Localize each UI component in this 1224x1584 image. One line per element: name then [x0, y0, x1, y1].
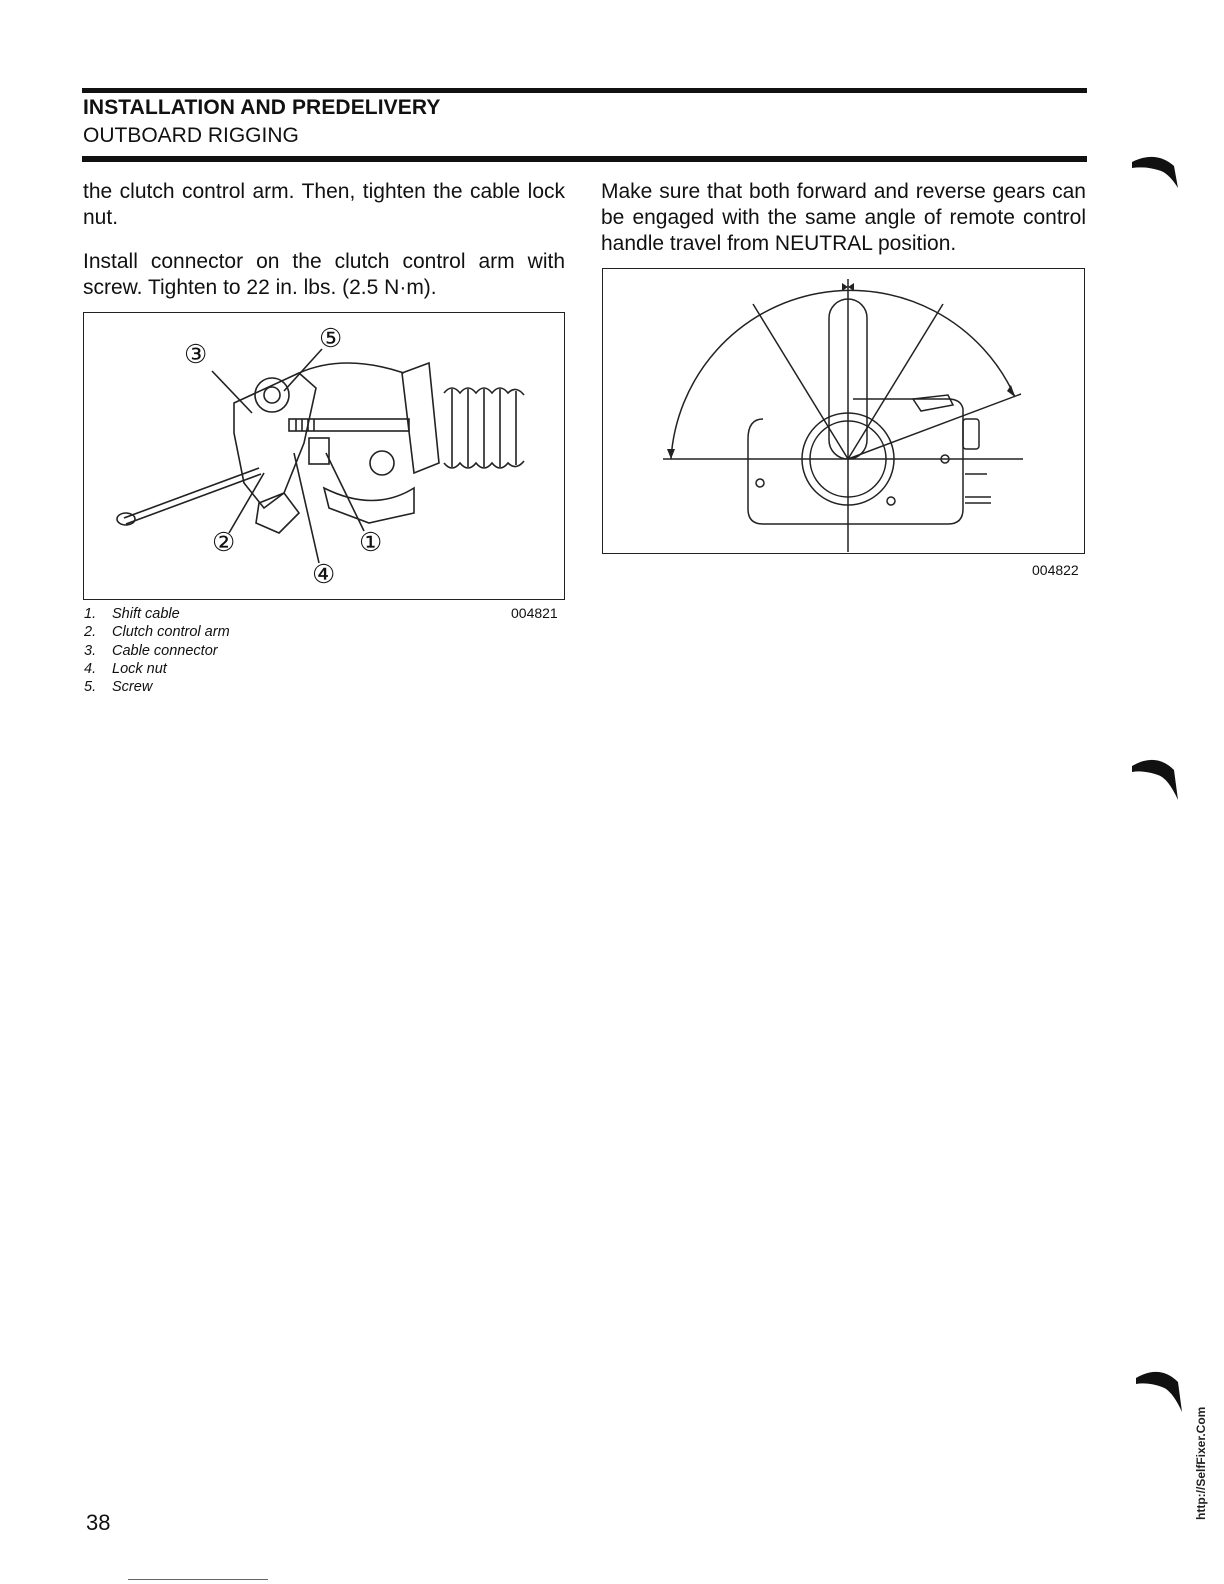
- legend-item: 1. Shift cable: [84, 606, 180, 622]
- section-title: INSTALLATION AND PREDELIVERY: [83, 96, 441, 119]
- legend-item: 3. Cable connector: [84, 642, 218, 659]
- figure-shift-cable: [83, 312, 565, 600]
- callout-1: ①: [359, 527, 383, 557]
- scan-mark-top: [1128, 148, 1188, 198]
- arm-hex-end: [256, 493, 299, 533]
- figure-id-right: 004822: [1032, 562, 1079, 578]
- cable-connector: [255, 378, 289, 412]
- header-top-rule: [82, 88, 1087, 93]
- cable-housing: [402, 363, 439, 473]
- pivot-bolt: [370, 451, 394, 475]
- forward-angle-line: [753, 304, 848, 459]
- shift-cable-illustration: [84, 313, 563, 598]
- control-box: [748, 399, 963, 524]
- figure-legend: [84, 605, 230, 696]
- rubber-bellows: [444, 388, 524, 468]
- page-number: 38: [86, 1510, 111, 1535]
- watermark-url: http://SelfFixer.Com: [1194, 1406, 1208, 1520]
- lock-nut: [309, 438, 329, 464]
- shift-cable-rod: [124, 468, 259, 518]
- legend-item: 4. Lock nut: [84, 660, 167, 677]
- callout-5: ⑤: [319, 323, 343, 353]
- arc-arrow-left: [667, 449, 675, 459]
- scan-mark-middle: [1128, 748, 1188, 808]
- legend-item: 2. Clutch control arm: [84, 624, 230, 641]
- right-paragraph-1: Make sure that both forward and reverse gears can be engaged with the same angle of remote control handle travel from NEUTRAL position.: [601, 180, 1086, 255]
- mount-hole: [887, 497, 895, 505]
- callout-leader-4: [294, 453, 319, 563]
- engine-body-outline: [299, 363, 404, 373]
- figure-remote-control: [602, 268, 1085, 554]
- left-paragraph-1: the clutch control arm. Then, tighten the cable lock nut.: [83, 180, 565, 229]
- arc-arrow-right: [1007, 385, 1015, 397]
- legend-item: 5. Screw: [84, 679, 153, 696]
- neutral-lock-button: [963, 419, 979, 449]
- clutch-control-arm: [234, 373, 316, 508]
- header-bottom-rule: [82, 156, 1087, 162]
- callout-3: ③: [184, 339, 208, 369]
- bottom-blue-line: [128, 1579, 268, 1580]
- left-paragraph-2: Install connector on the clutch control arm with screw. Tighten to 22 in. lbs. (2.5 N·m).: [83, 250, 565, 299]
- remote-control-illustration: [603, 269, 1083, 552]
- callout-leader-5: [284, 349, 322, 391]
- section-subtitle: OUTBOARD RIGGING: [83, 124, 299, 147]
- figure-id-left: 004821: [511, 605, 558, 621]
- trim-switch: [913, 395, 953, 411]
- reverse-angle-line: [848, 304, 943, 459]
- callout-leader-3: [212, 371, 252, 413]
- scan-mark-bottom: [1132, 1360, 1192, 1420]
- callout-2: ②: [212, 527, 236, 557]
- mount-hole: [756, 479, 764, 487]
- callout-4: ④: [312, 559, 336, 589]
